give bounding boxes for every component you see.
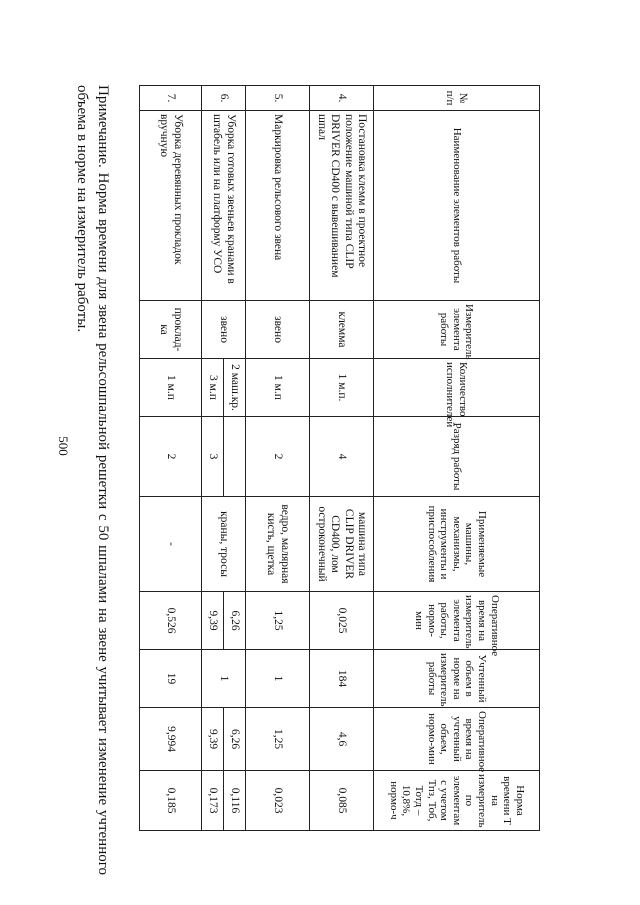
row-grade-workers: 3 [202,417,224,497]
row-staff: 1 м.п. [310,359,374,417]
row-num: 7. [140,86,202,111]
row-norm-workers: 0,173 [202,771,224,831]
row-norm-crane: 0,116 [224,771,246,831]
row-grade: 2 [246,417,310,497]
table-row [246,86,310,831]
row-staff: 1 м.п [246,359,310,417]
table-header-row [374,86,540,831]
row-staff-crane: 2 маш.кр. [224,359,246,417]
row-volume: 19 [140,650,202,708]
row-op-time-volume-crane: 6,26 [224,708,246,771]
header-num: № п/п [374,86,540,111]
header-meter: Измеритель элемента работы [374,301,540,359]
row-norm: 0,023 [246,771,310,831]
row-staff-workers: 3 м.п [202,359,224,417]
row-grade: 4 [310,417,374,497]
row-machines: - [140,497,202,592]
table-row [140,86,202,831]
row-num: 5. [246,86,310,111]
header-norm: Норма времени Т на измеритель по элементам с учетом Тпз, Тоб, Тотд – 10,8%, нормо-ч [374,771,540,831]
header-volume: Учтенный объем в норме на измеритель работы [374,650,540,708]
row-name: Постановка клемм в проектное положение машиной типа CLIP DRIVER CD400 с вывешиванием шпал [310,111,374,301]
time-norms-table [139,85,540,831]
row-op-time-volume-workers: 9,39 [202,708,224,771]
row-op-time-crane: 6,26 [224,592,246,650]
row-num: 4. [310,86,374,111]
note-paragraph: Примечание. Норма времени для звена рельсошпальной решетки с 50 шпалами на звене учитывает изменение учтенного объема в норме на измеритель работы. [74,85,111,875]
row-op-time-volume: 4,6 [310,708,374,771]
header-op-time-volume: Оперативное время на учтенный объем, нормо-мин [374,708,540,771]
page-number: 500 [55,436,71,456]
rotated-page-content [74,85,540,885]
row-volume: 1 [202,650,246,708]
row-name: Уборка готовых звеньев кранами в штабель или на платформу УСО [202,111,246,301]
row-op-time-volume: 9,994 [140,708,202,771]
row-volume: 184 [310,650,374,708]
row-meter: клемма [310,301,374,359]
row-op-time-volume: 1,25 [246,708,310,771]
row-machines: ведро, малярная кисть, щетка [246,497,310,592]
row-name: Маркировка рельсового звена [246,111,310,301]
row-grade-crane [224,417,246,497]
header-machines: Применяемые машины, механизмы, инструменты и приспособления [374,497,540,592]
row-meter: звено [202,301,246,359]
row-grade: 2 [140,417,202,497]
row-op-time-workers: 9,39 [202,592,224,650]
table-row [310,86,374,831]
row-machines: краны, тросы [202,497,246,592]
header-grade: Разряд работы [374,417,540,497]
header-op-time: Оперативное время на измеритель элемента работы, нормо-мин [374,592,540,650]
row-norm: 0,085 [310,771,374,831]
row-op-time: 0,025 [310,592,374,650]
table-row [224,86,246,831]
row-name: Уборка деревянных прокладок вручную [140,111,202,301]
header-name: Наименование элементов работы [374,111,540,301]
row-machines: машина типа CLIP DRIVER CD400, лом остроконечный [310,497,374,592]
row-num: 6. [202,86,246,111]
row-meter: звено [246,301,310,359]
row-op-time: 0,526 [140,592,202,650]
row-norm: 0,185 [140,771,202,831]
row-staff: 1 м.п [140,359,202,417]
row-volume: 1 [246,650,310,708]
row-meter: проклад-ка [140,301,202,359]
row-op-time: 1,25 [246,592,310,650]
header-staff: Количество исполнителей [374,359,540,417]
